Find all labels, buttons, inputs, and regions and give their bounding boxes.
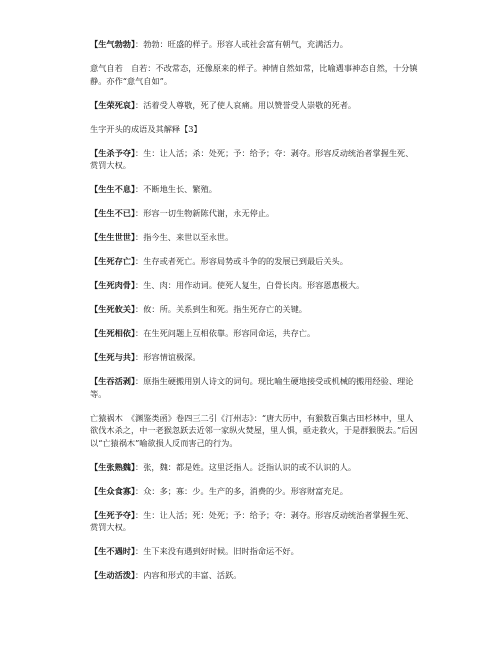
entry-10: [90, 279, 420, 292]
entry-text: ：生存或者死亡。形容局势或斗争的的发展已到最后关头。: [135, 256, 348, 266]
entry-6: [90, 183, 420, 196]
entry-7: [90, 207, 420, 220]
entry-text: ：在生死问题上互相依靠。形容同命运，共存亡。: [135, 328, 316, 338]
entry-term: 【生生不已】: [90, 208, 136, 218]
entry-term: 【生死攸关】: [90, 304, 136, 314]
entry-term: 【生死存亡】: [90, 256, 136, 266]
section-heading-text: 生字开头的成语及其解释【3】: [90, 123, 202, 134]
entry-term: 【生杀予夺】: [90, 147, 136, 158]
entry-text: 亡猿祸木 《渊鉴类函》卷四三二引《汀州志》：“唐大历中，有猴数百集古田杉林中，里人欲伐木杀之，中一老猴忽跃去近邻一家纵火焚屋，里人惧，亟走救火，于是群猴脱去。”后因以“亡猿祸木”喻欲损人反而害己的行为。: [90, 412, 418, 448]
document-page: [90, 38, 420, 593]
entry-11: [90, 303, 420, 316]
entry-3: [90, 99, 420, 112]
entry-text: ：指今生、来世以至永世。: [135, 232, 234, 242]
entry-1: [90, 38, 420, 51]
entry-8: [90, 231, 420, 244]
entry-text: ：不断地生长、繁殖。: [135, 184, 217, 194]
entry-text: ：生：让人活；杀：处死；予：给予；夺：剥夺。形容反动统治者掌握生死、赏罚大权。: [90, 147, 414, 170]
entry-14: [90, 375, 420, 400]
entry-16: [90, 461, 420, 474]
entry-text: ：活着受人尊敬，死了使人哀痛。用以赞誉受人崇敬的死者。: [135, 99, 357, 110]
entry-term: 【生死相依】: [90, 328, 136, 338]
entry-text: ：形容一切生物新陈代谢，永无停止。: [135, 208, 275, 218]
entry-term: 【生荣死哀】: [90, 99, 136, 110]
entry-12: [90, 327, 420, 340]
entry-text: ：内容和形式的丰富、活跃。: [135, 570, 242, 580]
entry-term: 【生生世世】: [90, 232, 136, 242]
entry-term: 【生吞活剥】: [90, 376, 136, 386]
entry-text: ：形容情谊极深。: [135, 352, 201, 362]
entry-text: ：攸：所。关系到生和死。指生死存亡的关键。: [135, 304, 307, 314]
entry-17: [90, 485, 420, 498]
entry-19: [90, 545, 420, 558]
entry-text: ：张，魏：都是姓。这里泛指人。泛指认识的或不认识的人。: [135, 461, 357, 472]
entry-20: [90, 569, 420, 582]
entry-text: ：原指生硬搬用别人诗文的词句。现比喻生硬地接受或机械的搬用经验、理论等。: [90, 376, 414, 399]
entry-2: [90, 62, 420, 87]
entry-text: ：生下来没有遇到好时候。旧时指命运不好。: [135, 546, 299, 556]
entry-text: 意气自若 自若：不改常态，还像原来的样子。神情自然如常，比喻遇事神态自然，十分镇静。亦作“意气自如”。: [90, 63, 418, 86]
entry-term: 【生死与共】: [90, 352, 136, 362]
section-heading: [90, 123, 420, 136]
entry-term: 【生死予夺】: [90, 509, 136, 520]
entry-18: [90, 509, 420, 534]
entry-5: [90, 147, 420, 172]
entry-9: [90, 255, 420, 268]
entry-term: 【生气勃勃】: [90, 39, 136, 49]
entry-term: 【生不遇时】: [90, 546, 136, 556]
entry-text: ：生：让人活；死：处死；予：给予；夺：剥夺。形容反动统治者掌握生死、赏罚大权。: [90, 509, 414, 532]
entry-15: [90, 412, 420, 450]
entry-text: ：众：多；寡：少。生产的多，消费的少。形容财富充足。: [135, 485, 348, 496]
entry-term: 【生动活泼】: [90, 570, 136, 580]
entry-term: 【生众食寡】: [90, 485, 136, 496]
entry-term: 【生死肉骨】: [90, 280, 136, 290]
entry-13: [90, 351, 420, 364]
entry-text: ：生、肉：用作动词。使死人复生，白骨长肉。形容恩惠极大。: [135, 280, 365, 290]
entry-term: 【生张熟魏】: [90, 461, 136, 472]
entry-term: 【生生不息】: [90, 184, 136, 194]
entry-text: ：勃勃：旺盛的样子。形容人或社会富有朝气，充满活力。: [135, 39, 348, 49]
